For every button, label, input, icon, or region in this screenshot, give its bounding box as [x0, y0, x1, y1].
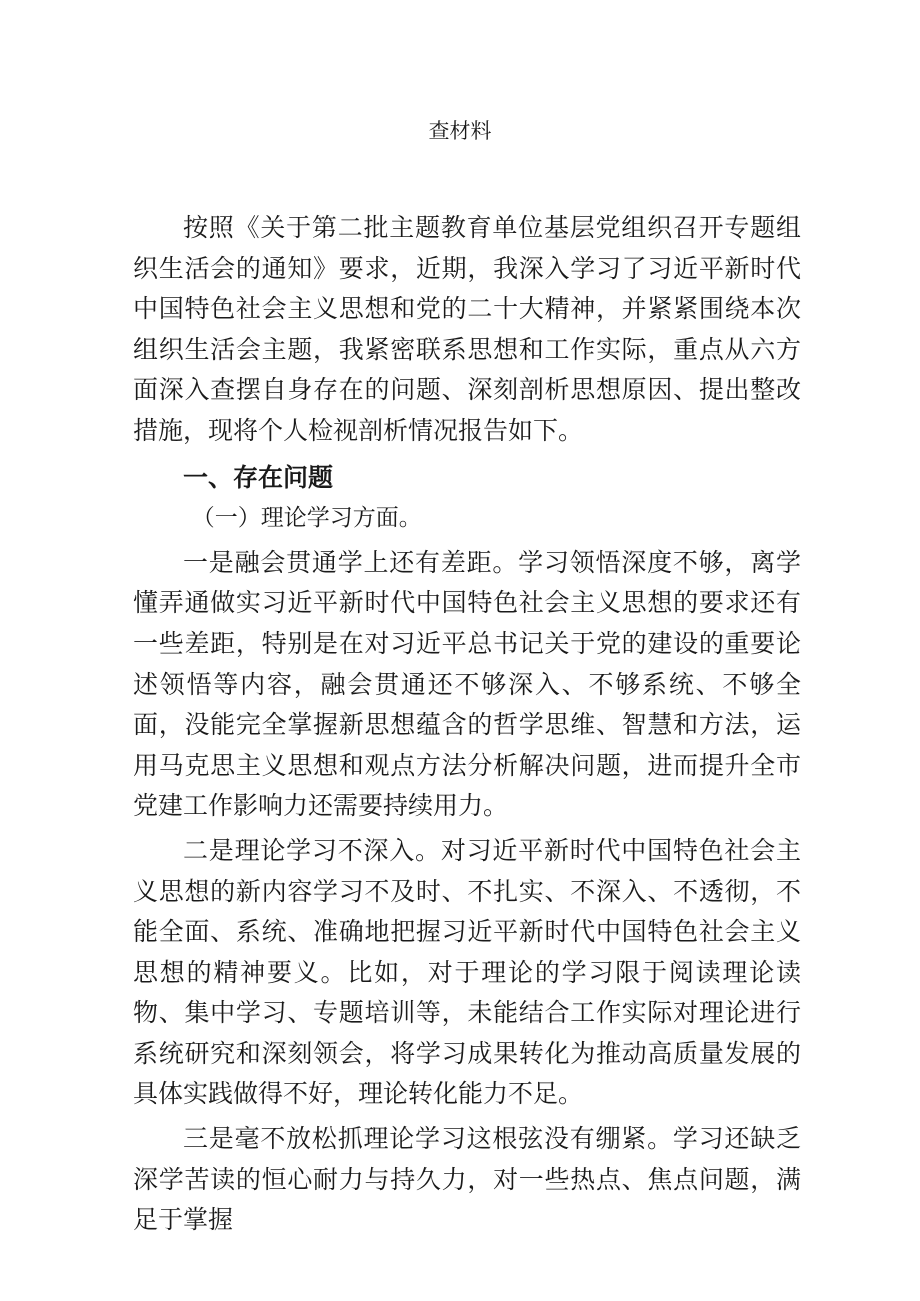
body-paragraph: 二是理论学习不深入。对习近平新时代中国特色社会主义思想的新内容学习不及时、不扎实、不深入、不透彻，不能全面、系统、准确地把握习近平新时代中国特色社会主义思想的精神要义。比如，对于理论的学习限于阅读理论读物、集中学习、专题培训等，未能结合工作实际对理论进行系统研究和深刻领会，将学习成果转化为推动高质量发展的具体实践做得不好，理论转化能力不足。 [133, 835, 801, 1109]
section-heading: 一、存在问题 [183, 462, 334, 492]
body-paragraph: 三是毫不放松抓理论学习这根弦没有绷紧。学习还缺乏深学苦读的恒心耐力与持久力，对一些热点、焦点问题，满足于掌握 [133, 1124, 801, 1235]
subsection-heading: （一）理论学习方面。 [191, 505, 422, 532]
body-paragraph: 一是融会贯通学上还有差距。学习领悟深度不够，离学懂弄通做实习近平新时代中国特色社会主义思想的要求还有一些差距，特别是在对习近平总书记关于党的建设的重要论述领悟等内容，融会贯通还不够深入、不够系统、不够全面，没能完全掌握新思想蕴含的哲学思维、智慧和方法，运用马克思主义思想和观点方法分析解决问题，进而提升全市党建工作影响力还需要持续用力。 [133, 547, 801, 821]
document-title: 查材料 [428, 119, 492, 143]
intro-paragraph: 按照《关于第二批主题教育单位基层党组织召开专题组织生活会的通知》要求，近期，我深入学习了习近平新时代中国特色社会主义思想和党的二十大精神，并紧紧围绕本次组织生活会主题，我紧密联系思想和工作实际，重点从六方面深入查摆自身存在的问题、深刻剖析思想原因、提出整改措施，现将个人检视剖析情况报告如下。 [133, 213, 801, 445]
document-body [133, 208, 801, 1241]
